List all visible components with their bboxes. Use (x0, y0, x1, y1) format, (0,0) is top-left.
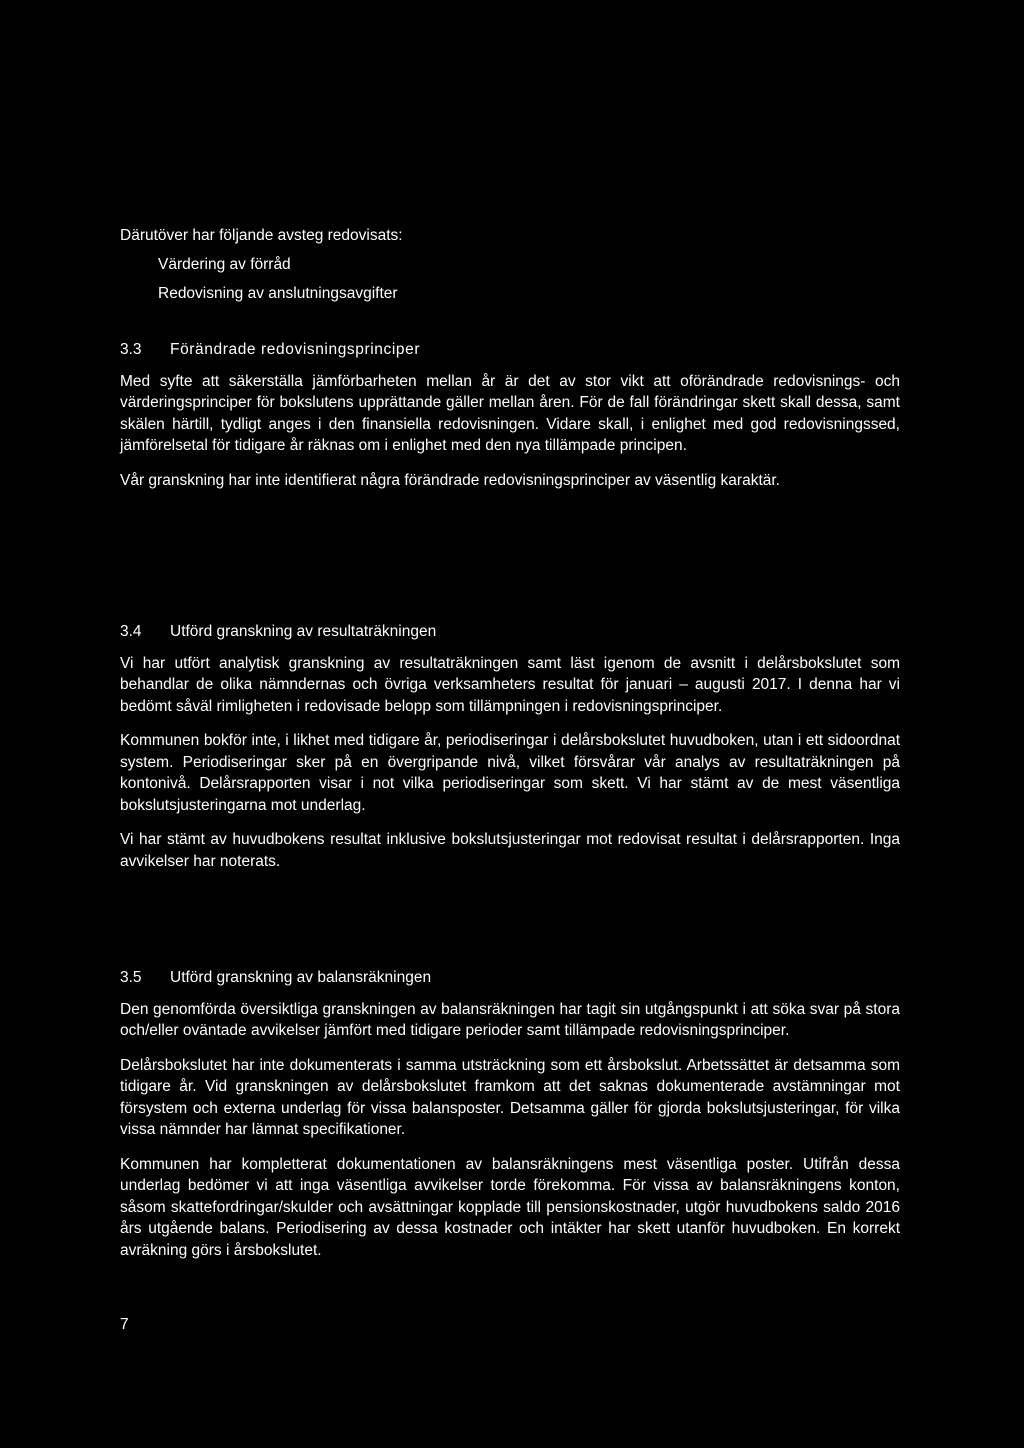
list-item: Värdering av förråd (158, 256, 291, 273)
section-title: Utförd granskning av balansräkningen (170, 969, 432, 986)
paragraph: Med syfte att säkerställa jämförbarheten mellan år är det av stor vikt att oförändrade redovisnings- och värderingsprinciper för bokslutens upprättande gäller mellan åren. För de fall förändringar skett skall dessa, samt skälen härtill, tydligt anges i den finansiella redovisningen. Vidare skall, i enlighet med god redovisningssed, jämförelsetal för tidigare år räknas om i enlighet med den nya tillämpade principen. (120, 372, 900, 454)
list-item: Redovisning av anslutningsavgifter (158, 285, 398, 302)
paragraph: Kommunen bokför inte, i likhet med tidigare år, periodiseringar i delårsbokslutet huvudboken, utan i ett sidoordnat system. Periodiseringar sker på en övergripande nivå, vilket försvårar vår analys av resultaträkningen på kontonivå. Delårsrapporten visar i not vilka periodiseringar som skett. Vi har stämt av de mest väsentliga bokslutsjusteringarna mot underlag. (120, 732, 900, 814)
section-heading (120, 967, 900, 989)
paragraph: Kommunen har kompletterat dokumentationen av balansräkningens mest väsentliga poster. Utifrån dessa underlag bedömer vi att inga väsentliga avvikelser torde förekomma. För vissa av balansräkningens konton, såsom skattefordringar/skulder och avsättningar kopplade till pensionskostnader, utgör huvudbokens saldo 2016 års utgående balans. Periodisering av dessa kostnader och intäkter har skett utanför huvudboken. En korrekt avräkning görs i årsbokslutet. (120, 1155, 900, 1259)
section-3-4 (120, 621, 900, 885)
section-title: Utförd granskning av resultaträkningen (170, 623, 437, 640)
paragraph: Den genomförda översiktliga granskningen av balansräkningen har tagit sin utgångspunkt i att söka svar på stora och/eller oväntade avvikelser jämfört med tidigare perioder samt tillämpade redovisningsprinciper. (120, 1000, 900, 1039)
section-number: 3.5 (120, 969, 142, 986)
section-number: 3.4 (120, 623, 142, 640)
section-number: 3.3 (120, 341, 142, 358)
intro-heading: Därutöver har följande avsteg redovisats: (120, 227, 403, 244)
section-3-3 (120, 339, 900, 504)
section-heading (120, 339, 900, 361)
paragraph: Vår granskning har inte identifierat några förändrade redovisningsprinciper av väsentlig karaktär. (120, 471, 780, 489)
section-title: Förändrade redovisningsprinciper (170, 341, 421, 358)
page-number: 7 (120, 1316, 129, 1333)
section-3-5 (120, 967, 900, 1274)
paragraph: Vi har stämt av huvudbokens resultat inklusive bokslutsjusteringar mot redovisat resultat i delårsrapporten. Inga avvikelser har noterats. (120, 831, 900, 870)
paragraph: Vi har utfört analytisk granskning av resultaträkningen samt läst igenom de avsnitt i delårsbokslutet som behandlar de olika nämndernas och övriga verksamheters resultat för januari – augusti 2017. I denna har vi bedömt såväl rimligheten i redovisade belopp som tillämpningen i redovisningsprinciper. (120, 654, 900, 715)
section-heading (120, 621, 900, 643)
paragraph: Delårsbokslutet har inte dokumenterats i samma utsträckning som ett årsbokslut. Arbetssättet är detsamma som tidigare år. Vid granskningen av delårsbokslutet framkom att det saknas dokumenterade avstämningar mot försystem och externa underlag för vissa balansposter. Detsamma gäller för gjorda bokslutsjusteringar, för vilka vissa nämnder har lämnat specifikationer. (120, 1056, 900, 1138)
